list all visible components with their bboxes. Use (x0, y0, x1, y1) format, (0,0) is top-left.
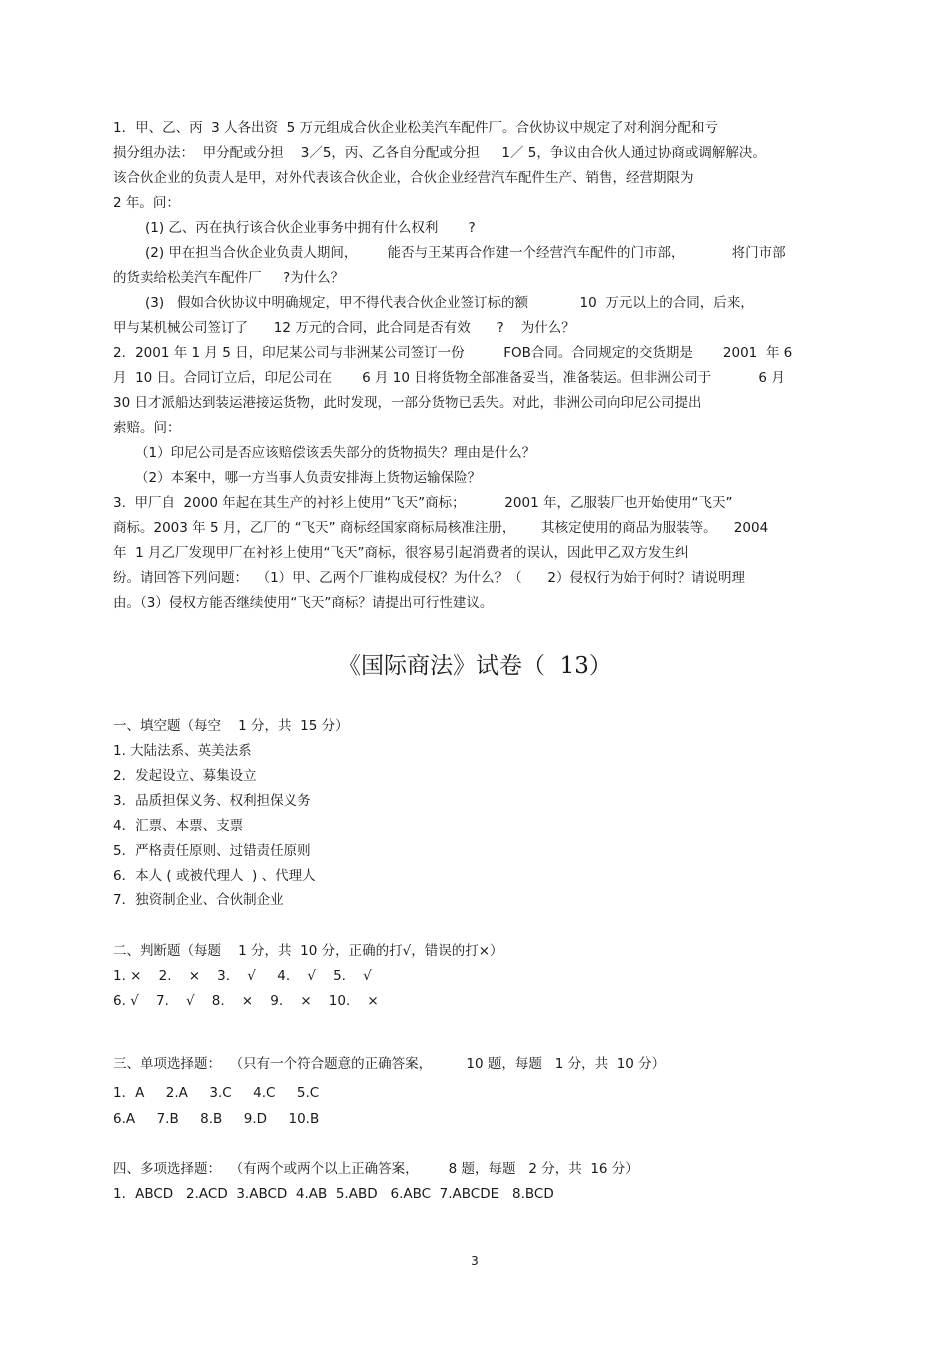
q2-line-1: 2．2001 年 1 月 5 日，印尼某公司与非洲某公司签订一份 FOB合同。合同规定的交货期是 2001 年 6 (113, 345, 793, 361)
q2-line-3: 30 日才派船达到装运港接运货物，此时发现，一部分货物已丢失。对此，非洲公司向印尼公司提出 (113, 395, 702, 411)
single-choice-row-2: 6.A 7.B 8.B 9.D 10.B (113, 1111, 320, 1127)
fill-answer-6: 6．本人 ( 或被代理人 ) 、代理人 (113, 868, 316, 884)
single-choice-row-1: 1．A 2.A 3.C 4.C 5.C (113, 1085, 320, 1101)
multi-choice-header: 四、多项选择题： （有两个或两个以上正确答案， 8 题，每题 2 分，共 16 分） (113, 1161, 639, 1177)
q1-sub-3-cont: 甲与某机械公司签订了 12 万元的合同，此合同是否有效 ? 为什么？ (113, 320, 575, 336)
q1-line-1: 1．甲、乙、丙 3 人各出资 5 万元组成合伙企业松美汽车配件厂。合伙协议中规定了对利润分配和亏 (113, 120, 719, 136)
q1-line-3: 该合伙企业的负责人是甲，对外代表该合伙企业，合伙企业经营汽车配件生产、销售，经营期限为 (113, 170, 694, 186)
fill-answer-4: 4．汇票、本票、支票 (113, 818, 244, 834)
judge-answers-row-2: 6. √ 7. √ 8. × 9. × 10. × (113, 993, 379, 1009)
q3-line-3: 年 1 月乙厂发现甲厂在衬衫上使用“飞天”商标，很容易引起消费者的误认，因此甲乙双方发生纠 (113, 545, 689, 561)
q1-sub-1: (1) 乙、丙在执行该合伙企业事务中拥有什么权利 ? (145, 220, 476, 236)
q2-line-4: 索赔。问： (113, 420, 181, 436)
q2-sub-1: （1）印尼公司是否应该赔偿该丢失部分的货物损失？理由是什么？ (135, 445, 536, 461)
q2-line-2: 月 10 日。合同订立后，印尼公司在 6 月 10 日将货物全部准备妥当，准备装运。但非洲公司于 6 月 (113, 370, 785, 386)
q1-line-2: 损分组办法： 甲分配或分担 3／5，丙、乙各自分配或分担 1／ 5，争议由合伙人通过协商或调解解决。 (113, 145, 766, 161)
page-number: 3 (471, 1254, 479, 1268)
judge-answers-row-1: 1. × 2. × 3. √ 4. √ 5. √ (113, 968, 372, 984)
judge-section-header: 二、判断题（每题 1 分，共 10 分，正确的打√，错误的打×） (113, 943, 504, 959)
fill-answer-2: 2．发起设立、募集设立 (113, 768, 257, 784)
q3-line-4: 纷。请回答下列问题： （1）甲、乙两个厂谁构成侵权？为什么？（ 2）侵权行为始于何时？请说明理 (113, 570, 746, 586)
q1-sub-3: (3) 假如合伙协议中明确规定，甲不得代表合伙企业签订标的额 10 万元以上的合同，后来， (145, 295, 754, 311)
q1-sub-2: (2) 甲在担当合伙企业负责人期间， 能否与王某再合作建一个经营汽车配件的门市部， 将门市部 (145, 245, 786, 261)
q3-line-1: 3. 甲厂自 2000 年起在其生产的衬衫上使用“飞天”商标； 2001 年，乙服装厂也开始使用“飞天” (113, 495, 733, 511)
q2-sub-2: （2）本案中，哪一方当事人负责安排海上货物运输保险？ (135, 470, 482, 486)
q1-sub-2-cont: 的货卖给松美汽车配件厂 ?为什么？ (113, 270, 345, 286)
fill-answer-7: 7．独资制企业、合伙制企业 (113, 892, 284, 908)
q3-line-5: 由。（3）侵权方能否继续使用“飞天”商标？请提出可行性建议。 (113, 595, 494, 611)
fill-answer-3: 3．品质担保义务、权利担保义务 (113, 793, 311, 809)
q3-line-2: 商标。2003 年 5 月，乙厂的 “飞天” 商标经国家商标局核准注册， 其核定使用的商品为服装等。 2004 (113, 520, 769, 536)
q1-line-4: 2 年。问： (113, 195, 180, 211)
fill-answer-5: 5．严格责任原则、过错责任原则 (113, 843, 311, 859)
multi-choice-row: 1．ABCD 2.ACD 3.ABCD 4.AB 5.ABD 6.ABC 7.ABCDE 8.BCD (113, 1186, 554, 1202)
exam-title: 《国际商法》试卷（ 13） (338, 653, 612, 679)
fill-answer-1: 1. 大陆法系、英美法系 (113, 743, 252, 759)
single-choice-header: 三、单项选择题： （只有一个符合题意的正确答案， 10 题，每题 1 分，共 10 分） (113, 1056, 666, 1072)
fill-section-header: 一、填空题（每空 1 分，共 15 分） (113, 718, 349, 734)
